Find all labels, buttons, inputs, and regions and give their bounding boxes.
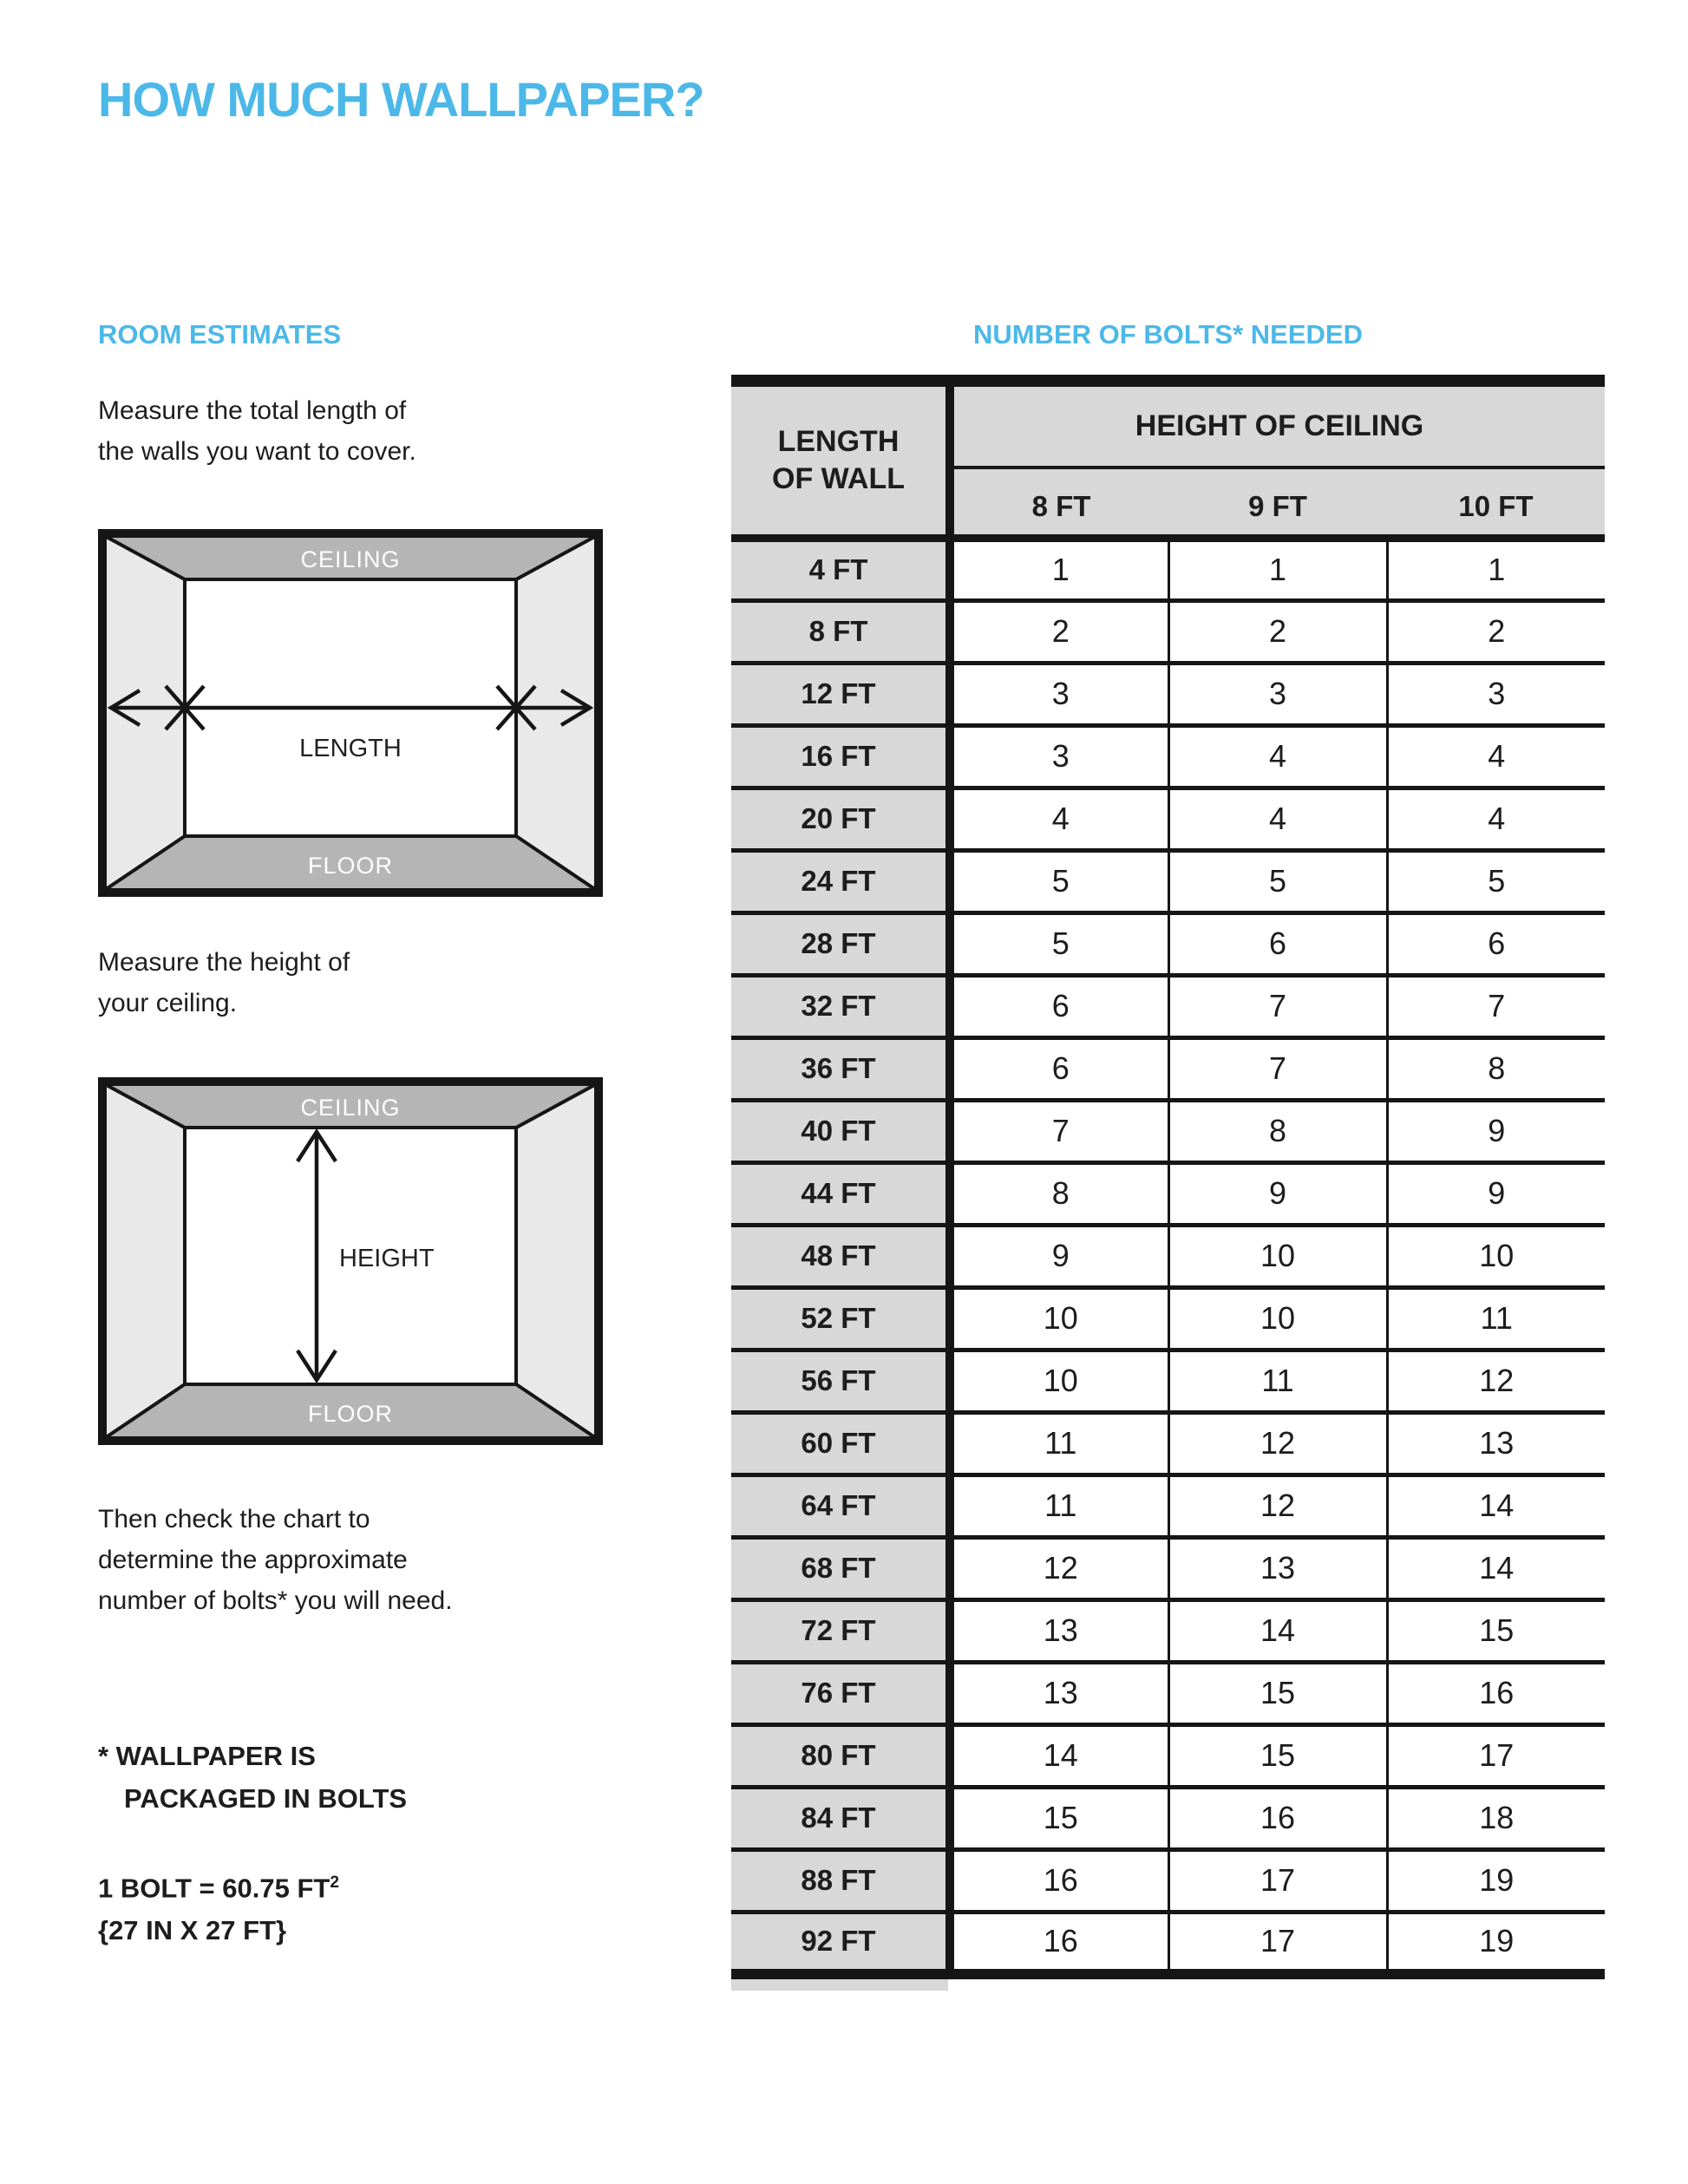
row-label: 48 FT xyxy=(731,1225,950,1287)
bolt-count-cell: 9 xyxy=(1387,1162,1605,1225)
room-estimates-heading: ROOM ESTIMATES xyxy=(98,319,342,350)
row-label: 40 FT xyxy=(731,1100,950,1162)
bolt-count-cell: 12 xyxy=(1168,1412,1387,1475)
bolt-count-cell: 16 xyxy=(1387,1662,1605,1724)
bolt-count-cell: 3 xyxy=(1168,663,1387,725)
table-row xyxy=(731,1350,1605,1412)
bolt-count-cell: 19 xyxy=(1387,1912,1605,1974)
bolt-count-cell: 8 xyxy=(950,1162,1168,1225)
bolt-count-cell: 8 xyxy=(1387,1037,1605,1100)
bolts-table xyxy=(731,375,1605,1979)
corner-label: LENGTH OF WALL xyxy=(731,381,950,538)
row-label: 92 FT xyxy=(731,1912,950,1974)
table-row xyxy=(731,1100,1605,1162)
bolt-count-cell: 16 xyxy=(950,1849,1168,1912)
table-row xyxy=(731,975,1605,1037)
table-row xyxy=(731,725,1605,788)
bolt-equation xyxy=(98,1861,339,1952)
bolt-count-cell: 15 xyxy=(1387,1599,1605,1662)
bolt-count-cell: 14 xyxy=(950,1724,1168,1787)
step-2-line: Measure the height of xyxy=(98,948,350,977)
bolt-count-cell: 11 xyxy=(950,1412,1168,1475)
bolt-count-cell: 9 xyxy=(1168,1162,1387,1225)
step-2-line: your ceiling. xyxy=(98,989,238,1017)
bolt-count-cell: 1 xyxy=(1387,538,1605,600)
room-length-diagram xyxy=(98,529,603,897)
row-label: 60 FT xyxy=(731,1412,950,1475)
bolt-count-cell: 5 xyxy=(1387,850,1605,912)
row-label: 80 FT xyxy=(731,1724,950,1787)
row-label: 72 FT xyxy=(731,1599,950,1662)
bolt-count-cell: 5 xyxy=(1168,850,1387,912)
ceiling-label: CEILING xyxy=(300,1095,401,1121)
bolt-count-cell: 13 xyxy=(950,1599,1168,1662)
bolt-count-cell: 1 xyxy=(1168,538,1387,600)
bolt-count-cell: 12 xyxy=(950,1537,1168,1599)
column-header-10ft: 10 FT xyxy=(1387,468,1605,538)
bolt-count-cell: 10 xyxy=(1168,1287,1387,1350)
bolt-count-cell: 14 xyxy=(1387,1475,1605,1537)
bolt-count-cell: 16 xyxy=(1168,1787,1387,1849)
step-3-line: Then check the chart to xyxy=(98,1505,370,1533)
table-row xyxy=(731,1412,1605,1475)
bolt-count-cell: 10 xyxy=(1168,1225,1387,1287)
bolt-equation-line: 1 BOLT = 60.75 $FT^2$ xyxy=(98,1873,340,1904)
bolt-count-cell: 16 xyxy=(950,1912,1168,1974)
row-label: 16 FT xyxy=(731,725,950,788)
bolt-count-cell: 6 xyxy=(950,975,1168,1037)
bolt-count-cell: 6 xyxy=(1168,912,1387,975)
step-1-text xyxy=(98,390,416,472)
bolt-count-cell: 18 xyxy=(1387,1787,1605,1849)
page-title: HOW MUCH WALLPAPER? xyxy=(98,72,704,127)
row-label: 52 FT xyxy=(731,1287,950,1350)
floor-label: FLOOR xyxy=(307,853,394,879)
step-1-line: the walls you want to cover. xyxy=(98,437,416,466)
bolt-count-cell: 1 xyxy=(950,538,1168,600)
table-row xyxy=(731,1662,1605,1724)
table-row xyxy=(731,1724,1605,1787)
bolt-count-cell: 3 xyxy=(950,725,1168,788)
row-label: 56 FT xyxy=(731,1350,950,1412)
bolt-count-cell: 11 xyxy=(950,1475,1168,1537)
row-label: 24 FT xyxy=(731,850,950,912)
table-row xyxy=(731,1849,1605,1912)
row-label: 8 FT xyxy=(731,600,950,663)
bolt-count-cell: 17 xyxy=(1387,1724,1605,1787)
floor-label: FLOOR xyxy=(307,1401,394,1427)
bolt-count-cell: 12 xyxy=(1168,1475,1387,1537)
bolt-count-cell: 7 xyxy=(1168,1037,1387,1100)
step-3-text xyxy=(98,1499,453,1621)
table-row xyxy=(731,1599,1605,1662)
bolts-footnote xyxy=(98,1735,407,1820)
bolt-count-cell: 10 xyxy=(950,1350,1168,1412)
row-label: 88 FT xyxy=(731,1849,950,1912)
footnote-line: * WALLPAPER IS xyxy=(98,1741,316,1771)
bolt-count-cell: 14 xyxy=(1387,1537,1605,1599)
step-2-text xyxy=(98,942,350,1023)
row-label: 28 FT xyxy=(731,912,950,975)
bolt-count-cell: 15 xyxy=(1168,1724,1387,1787)
bolt-count-cell: 4 xyxy=(950,788,1168,850)
table-row xyxy=(731,1287,1605,1350)
bolt-count-cell: 7 xyxy=(1387,975,1605,1037)
bolt-count-cell: 17 xyxy=(1168,1912,1387,1974)
length-measure-label: LENGTH xyxy=(299,735,402,762)
table-tail-strip xyxy=(731,1979,948,1991)
row-label: 68 FT xyxy=(731,1537,950,1599)
table-row xyxy=(731,1162,1605,1225)
bolt-count-cell: 11 xyxy=(1387,1287,1605,1350)
squared-exponent: 2 xyxy=(330,1873,340,1892)
bolt-count-cell: 9 xyxy=(950,1225,1168,1287)
row-label: 44 FT xyxy=(731,1162,950,1225)
bolt-count-cell: 7 xyxy=(1168,975,1387,1037)
bolt-count-cell: 14 xyxy=(1168,1599,1387,1662)
bolt-count-cell: 9 xyxy=(1387,1100,1605,1162)
table-row xyxy=(731,600,1605,663)
bolt-count-cell: 12 xyxy=(1387,1350,1605,1412)
bolt-count-cell: 10 xyxy=(950,1287,1168,1350)
bolts-needed-heading: NUMBER OF BOLTS* NEEDED xyxy=(973,319,1363,350)
step-3-line: determine the approximate xyxy=(98,1546,408,1574)
right-wall-shape xyxy=(516,1084,596,1438)
bolt-count-cell: 10 xyxy=(1387,1225,1605,1287)
table-row xyxy=(731,1225,1605,1287)
bolt-count-cell: 13 xyxy=(1387,1412,1605,1475)
bolt-count-cell: 3 xyxy=(950,663,1168,725)
row-label: 36 FT xyxy=(731,1037,950,1100)
column-header-8ft: 8 FT xyxy=(950,468,1168,538)
bolt-count-cell: 5 xyxy=(950,850,1168,912)
table-row xyxy=(731,538,1605,600)
step-1-line: Measure the total length of xyxy=(98,396,407,425)
room-height-diagram xyxy=(98,1077,603,1445)
row-label: 4 FT xyxy=(731,538,950,600)
bolt-count-cell: 8 xyxy=(1168,1100,1387,1162)
bolt-count-cell: 4 xyxy=(1168,725,1387,788)
table-row xyxy=(731,1912,1605,1974)
table-row xyxy=(731,912,1605,975)
bolt-count-cell: 17 xyxy=(1168,1849,1387,1912)
bolt-count-cell: 4 xyxy=(1387,725,1605,788)
step-3-line: number of bolts* you will need. xyxy=(98,1586,453,1615)
bolt-count-cell: 4 xyxy=(1387,788,1605,850)
row-label: 64 FT xyxy=(731,1475,950,1537)
bolt-count-cell: 5 xyxy=(950,912,1168,975)
ceiling-label: CEILING xyxy=(300,546,401,572)
bolt-count-cell: 4 xyxy=(1168,788,1387,850)
table-row xyxy=(731,1787,1605,1849)
bolt-count-cell: 15 xyxy=(950,1787,1168,1849)
row-label: 32 FT xyxy=(731,975,950,1037)
bolt-count-cell: 11 xyxy=(1168,1350,1387,1412)
row-label: 84 FT xyxy=(731,1787,950,1849)
height-of-ceiling-header: HEIGHT OF CEILING xyxy=(950,381,1605,468)
table-row xyxy=(731,663,1605,725)
column-header-9ft: 9 FT xyxy=(1168,468,1387,538)
bolt-count-cell: 15 xyxy=(1168,1662,1387,1724)
bolt-count-cell: 2 xyxy=(1387,600,1605,663)
row-label: 12 FT xyxy=(731,663,950,725)
bolt-count-cell: 2 xyxy=(1168,600,1387,663)
height-measure-label: HEIGHT xyxy=(339,1245,435,1272)
bolt-count-cell: 3 xyxy=(1387,663,1605,725)
table-row xyxy=(731,1037,1605,1100)
bolt-count-cell: 13 xyxy=(1168,1537,1387,1599)
bolt-count-cell: 19 xyxy=(1387,1849,1605,1912)
table-row xyxy=(731,1537,1605,1599)
bolt-table-body xyxy=(731,538,1605,1974)
row-label: 20 FT xyxy=(731,788,950,850)
bolt-count-cell: 6 xyxy=(1387,912,1605,975)
bolt-size: {27 IN X 27 FT} xyxy=(98,1915,287,1946)
footnote-line: PACKAGED IN BOLTS xyxy=(124,1783,408,1814)
row-label: 76 FT xyxy=(731,1662,950,1724)
table-row xyxy=(731,850,1605,912)
bolt-count-cell: 13 xyxy=(950,1662,1168,1724)
bolt-count-cell: 7 xyxy=(950,1100,1168,1162)
bolt-count-cell: 6 xyxy=(950,1037,1168,1100)
table-row xyxy=(731,1475,1605,1537)
left-wall-shape xyxy=(105,1084,185,1438)
bolt-count-cell: 2 xyxy=(950,600,1168,663)
table-row xyxy=(731,788,1605,850)
bolts-table-container xyxy=(731,375,1605,1979)
